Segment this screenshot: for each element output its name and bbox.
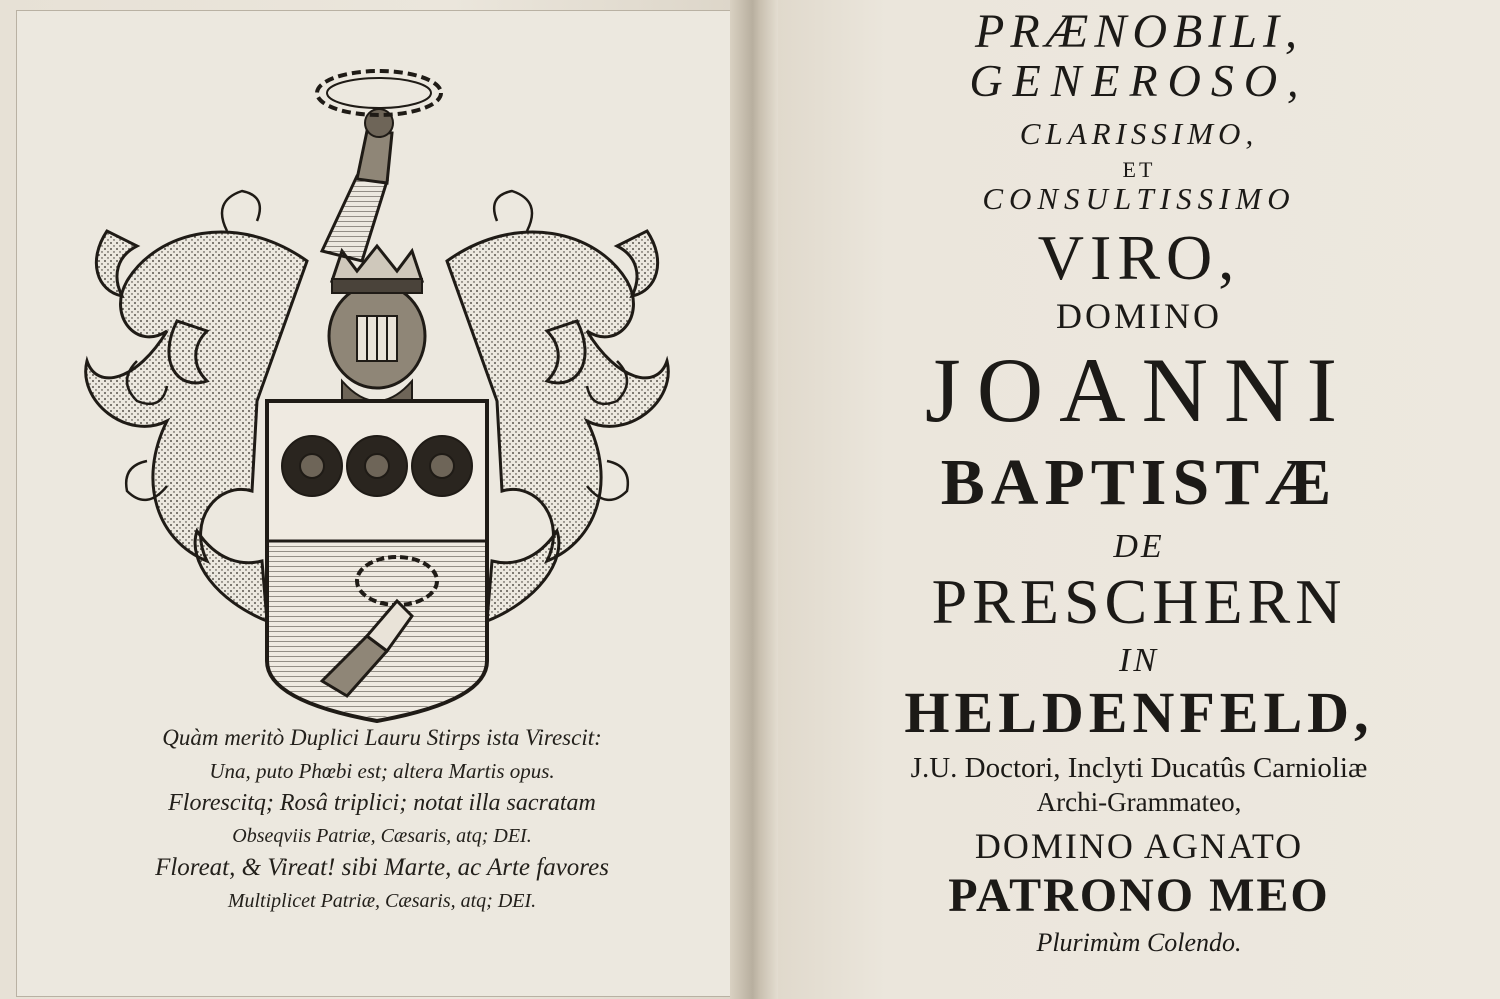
verse-line: Multiplicet Patriæ, Cæsaris, atq; DEI. — [227, 890, 537, 912]
title-line-preschern: PRESCHERN — [931, 566, 1347, 637]
title-line-de: DE — [1113, 528, 1165, 565]
crest-laurel-wreath — [317, 71, 441, 115]
title-line-et: ET — [1122, 157, 1156, 182]
title-line-patrono-meo: PATRONO MEO — [948, 869, 1330, 922]
coat-of-arms-engraving — [67, 61, 687, 731]
title-line-domino: DOMINO — [1056, 296, 1222, 336]
dedication-title-block — [778, 0, 1500, 956]
book-gutter — [730, 0, 780, 999]
title-line-domino-agnato: DOMINO AGNATO — [974, 826, 1304, 866]
title-line-viro: VIRO, — [1037, 222, 1241, 293]
title-line-plurimum-colendo: Plurimùm Colendo. — [1036, 928, 1242, 957]
verse-line: Quàm meritò Duplici Lauru Stirps ista Virescit: — [162, 725, 602, 750]
verse-line: Obseqviis Patriæ, Cæsaris, atq; DEI. — [232, 825, 532, 847]
title-line-consultissimo: CONSULTISSIMO — [982, 181, 1296, 216]
title-line-doctor: J.U. Doctori, Inclyti Ducatûs Carnioliæ — [910, 752, 1368, 784]
shield-roses — [282, 436, 472, 496]
title-line-joanni: JOANNI — [924, 339, 1354, 441]
verse-line: Floreat, & Vireat! sibi Marte, ac Arte favores — [155, 854, 609, 881]
helmet — [329, 284, 425, 419]
verse-line: Florescitq; Rosâ triplici; notat illa sacratam — [168, 790, 596, 816]
right-page — [778, 0, 1500, 999]
title-line-heldenfeld: HELDENFELD, — [904, 680, 1374, 745]
title-line-in: IN — [1119, 642, 1159, 679]
title-line-generoso: GENEROSO, — [969, 55, 1309, 106]
title-line-clarissimo: CLARISSIMO, — [1019, 116, 1259, 151]
dedication-verse — [57, 723, 707, 913]
title-line-baptistae: BAPTISTÆ — [940, 446, 1338, 519]
engraved-plate — [16, 10, 732, 997]
title-line-archi-grammateo: Archi-Grammateo, — [1036, 787, 1242, 817]
crest-armored-arm — [322, 109, 393, 261]
verse-line: Una, puto Phœbi est; altera Martis opus. — [209, 759, 555, 783]
title-line-praenobili: PRÆNOBILI, — [975, 5, 1303, 58]
